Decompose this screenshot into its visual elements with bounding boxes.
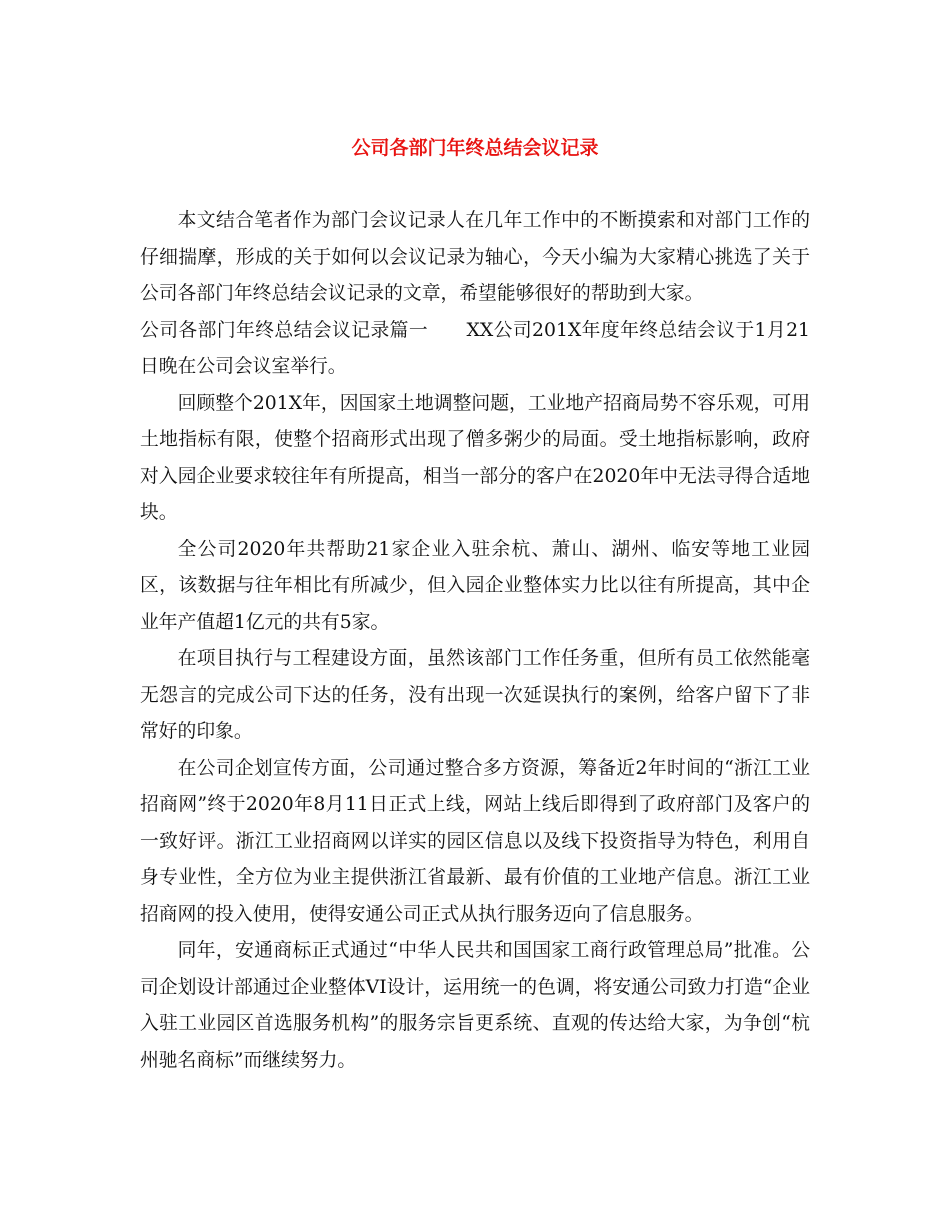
paragraph-marketing: 在公司企划宣传方面，公司通过整合多方资源，筹备近2年时间的“浙江工业招商网”终于2020年8月11日正式上线，网站上线后即得到了政府部门及客户的一致好评。浙江工业招商网以详实的园区信息以及线下投资指导为特色，利用自身专业性，全方位为业主提供浙江省最新、最有价值的工业地产信息。浙江工业招商网的投入使用，使得安通公司正式从执行服务迈向了信息服务。	[140, 757, 810, 925]
paragraph-intro: 本文结合笔者作为部门会议记录人在几年工作中的不断摸索和对部门工作的仔细揣摩，形成的关于如何以会议记录为轴心，今天小编为大家精心挑选了关于公司各部门年终总结会议记录的文章，希望能够很好的帮助到大家。	[140, 210, 810, 304]
paragraph-trademark: 同年，安通商标正式通过“中华人民共和国国家工商行政管理总局”批准。公司企划设计部通过企业整体VI设计，运用统一的色调，将安通公司致力打造“企业入驻工业园区首选服务机构”的服务宗旨更系统、直观的传达给大家，为争创“杭州驰名商标”而继续努力。	[140, 940, 810, 1071]
document-title: 公司各部门年终总结会议记录	[351, 137, 599, 159]
paragraph-results: 全公司2020年共帮助21家企业入驻余杭、萧山、湖州、临安等地工业园区，该数据与往年相比有所减少，但入园企业整体实力比以往有所提高，其中企业年产值超1亿元的共有5家。	[140, 538, 810, 633]
paragraph-projects: 在项目执行与工程建设方面，虽然该部门工作任务重，但所有员工依然能毫无怨言的完成公司下达的任务，没有出现一次延误执行的案例，给客户留下了非常好的印象。	[140, 648, 810, 742]
paragraph-review: 回顾整个201X年，因国家土地调整问题，工业地产招商局势不容乐观，可用土地指标有限，使整个招商形式出现了僧多粥少的局面。受土地指标影响，政府对入园企业要求较往年有所提高，相当一部分的客户在2020年中无法寻得合适地块。	[140, 392, 810, 523]
document-body	[140, 203, 810, 1079]
paragraph-meeting-info: 公司各部门年终总结会议记录篇一 XX公司201X年度年终总结会议于1月21日晚在公司会议室举行。	[140, 319, 810, 377]
